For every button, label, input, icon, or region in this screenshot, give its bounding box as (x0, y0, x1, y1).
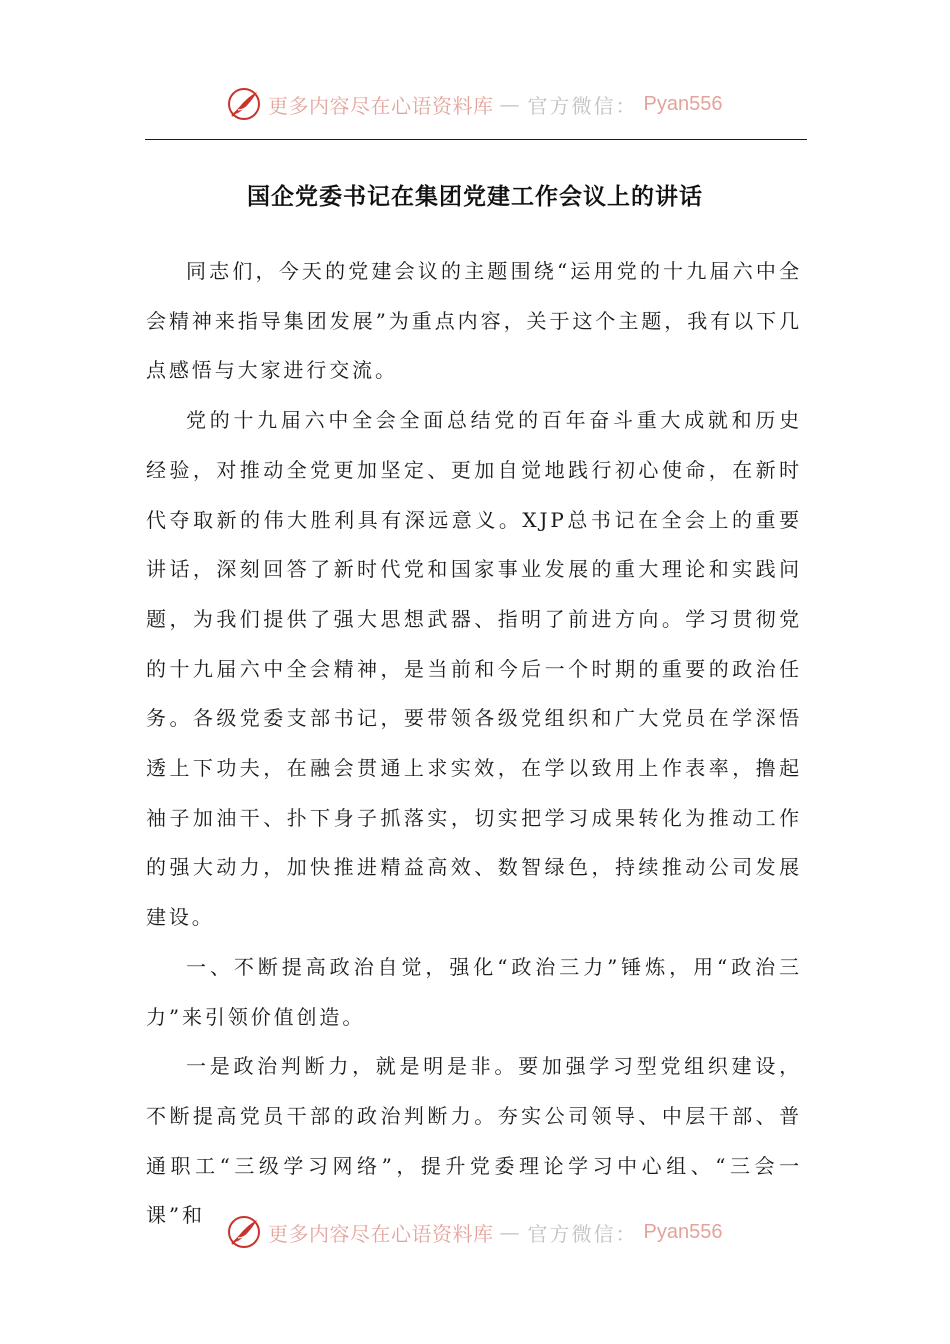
paragraph: 同志们，今天的党建会议的主题围绕“运用党的十九届六中全会精神来指导集团发展”为重点内容，关于这个主题，我有以下几点感悟与大家进行交流。 (146, 259, 802, 383)
brand-separator: — (499, 92, 522, 116)
paragraph: 一是政治判断力，就是明是非。要加强学习型党组织建设，不断提高党员干部的政治判断力。夯实公司领导、中层干部、普通职工“三级学习网络”，提升党委理论学习中心组、“三会一课”和 (146, 1054, 802, 1228)
document-body (146, 247, 802, 1241)
wechat-id: Pyan556 (643, 1220, 723, 1243)
paragraph: 党的十九届六中全会全面总结党的百年奋斗重大成就和历史经验，对推动全党更加坚定、更加自觉地践行初心使命，在新时代夺取新的伟大胜利具有深远意义。XJP总书记在全会上的重要讲话，深刻回答了新时代党和国家事业发展的重大理论和实践问题，为我们提供了强大思想武器、指明了前进方向。学习贯彻党的十九届六中全会精神，是当前和今后一个时期的重要的政治任务。各级党委支部书记，要带领各级党组织和广大党员在学深悟透上下功夫，在融会贯通上求实效，在学以致用上作表率，撸起袖子加油干、扑下身子抓落实，切实把学习成果转化为推动工作的强大动力，加快推进精益高效、数智绿色，持续推动公司发展建设。 (146, 408, 802, 930)
document-title: 国企党委书记在集团党建工作会议上的讲话 (247, 184, 703, 210)
brand-separator: — (499, 1220, 522, 1244)
footer-watermark (226, 1212, 722, 1252)
paragraph: 一、不断提高政治自觉，强化“政治三力”锤炼，用“政治三力”来引领价值创造。 (146, 954, 802, 1029)
wechat-id: Pyan556 (643, 92, 723, 115)
wechat-label: 官方微信： (527, 1221, 638, 1246)
header-divider (145, 139, 807, 140)
wechat-label: 官方微信： (527, 93, 638, 118)
brand-text: 更多内容尽在心语资料库 (268, 93, 494, 118)
brand-text: 更多内容尽在心语资料库 (268, 1221, 494, 1246)
header-watermark (226, 84, 722, 124)
quill-logo-icon (226, 1214, 262, 1250)
quill-logo-icon (226, 86, 262, 122)
